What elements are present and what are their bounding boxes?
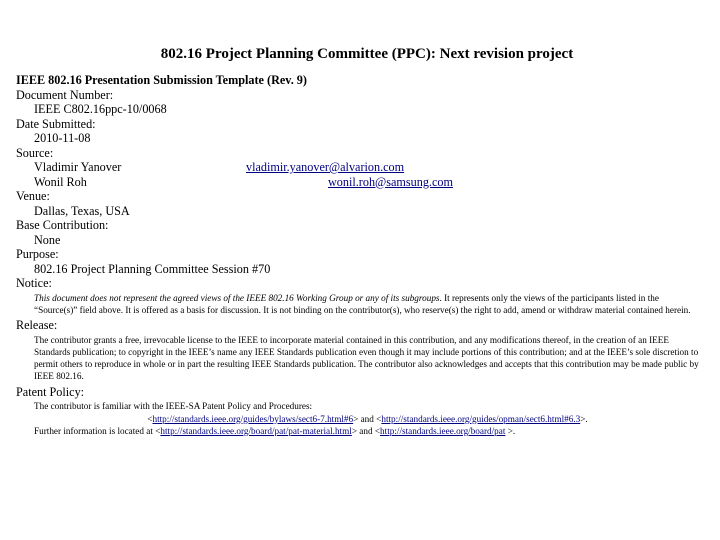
source-email-link[interactable]: vladimir.yanover@alvarion.com	[246, 160, 405, 174]
bylaws-link[interactable]: http://standards.ieee.org/guides/bylaws/sect6-7.html#6	[152, 413, 354, 424]
document-number-value: IEEE C802.16ppc-10/0068	[34, 102, 167, 116]
patent-policy-label: Patent Policy:	[16, 384, 85, 399]
source-name: Wonil Roh	[34, 174, 87, 189]
patent-policy-text	[16, 399, 701, 437]
source-name: Vladimir Yanover	[34, 160, 122, 174]
patent-and: > and <	[353, 413, 382, 424]
document-number-label: Document Number:	[16, 87, 114, 102]
further-end: >.	[505, 425, 516, 436]
notice-text	[16, 291, 701, 317]
date-value: 2010-11-08	[34, 131, 91, 145]
further-and: > and <	[351, 425, 381, 436]
further-text: Further information is located at <	[34, 425, 161, 436]
notice-label: Notice:	[16, 276, 52, 290]
pat-board-link[interactable]: http://standards.ieee.org/board/pat	[380, 425, 506, 436]
release-label: Release:	[16, 318, 58, 333]
release-text: The contributor grants a free, irrevocable license to the IEEE to incorporate material contained in this contribution, and any modifications thereof, in the creation of an IEEE Standards publication; to copyright in the IEEE’s name any IEEE Standards publication even though it may include portions of this contribution; and at the IEEE’s sole discretion to permit others to reproduce in whole or in part the resulting IEEE Standards publication. The contributor also acknowledges and accepts that this contribution may be made public by IEEE 802.16.	[34, 334, 699, 382]
source-row	[16, 160, 701, 175]
page-title: 802.16 Project Planning Committee (PPC): Next revision project	[160, 46, 574, 62]
patent-end: >.	[580, 413, 588, 424]
base-contribution-label: Base Contribution:	[16, 218, 109, 232]
source-label: Source:	[16, 145, 54, 160]
purpose-label: Purpose:	[16, 247, 59, 261]
further-info-line	[34, 425, 701, 437]
patent-intro: The contributor is familiar with the IEEE-SA Patent Policy and Procedures:	[34, 401, 313, 412]
notice-italic: This document does not represent the agreed views of the IEEE 802.16 Working Group or any of its subgroups	[34, 292, 440, 303]
venue-value: Dallas, Texas, USA	[34, 203, 130, 218]
submission-form	[16, 73, 701, 437]
notice-rest: . It represents only the views of the participants listed in the “Source(s)” field above. It is offered as a basis for discussion. It is not binding on the contributor(s), who reserve(s) the right to add, amend or withdraw material contained herein.	[34, 292, 691, 315]
opman-link[interactable]: http://standards.ieee.org/guides/opman/sect6.html#6.3	[381, 413, 581, 424]
source-row	[16, 175, 701, 190]
pat-material-link[interactable]: http://standards.ieee.org/board/pat/pat-material.html	[160, 425, 352, 436]
template-heading: IEEE 802.16 Presentation Submission Template (Rev. 9)	[16, 73, 307, 87]
patent-links-line: <http://standards.ieee.org/guides/bylaws/sect6-7.html#6> and <http://standards.ieee.org/guides/opman/sect6.html#6.3>.	[147, 413, 588, 424]
date-label: Date Submitted:	[16, 116, 96, 131]
base-contribution-value: None	[34, 232, 61, 247]
venue-label: Venue:	[16, 189, 50, 203]
purpose-value: 802.16 Project Planning Committee Session #70	[34, 261, 271, 276]
source-email-link[interactable]: wonil.roh@samsung.com	[328, 174, 453, 189]
